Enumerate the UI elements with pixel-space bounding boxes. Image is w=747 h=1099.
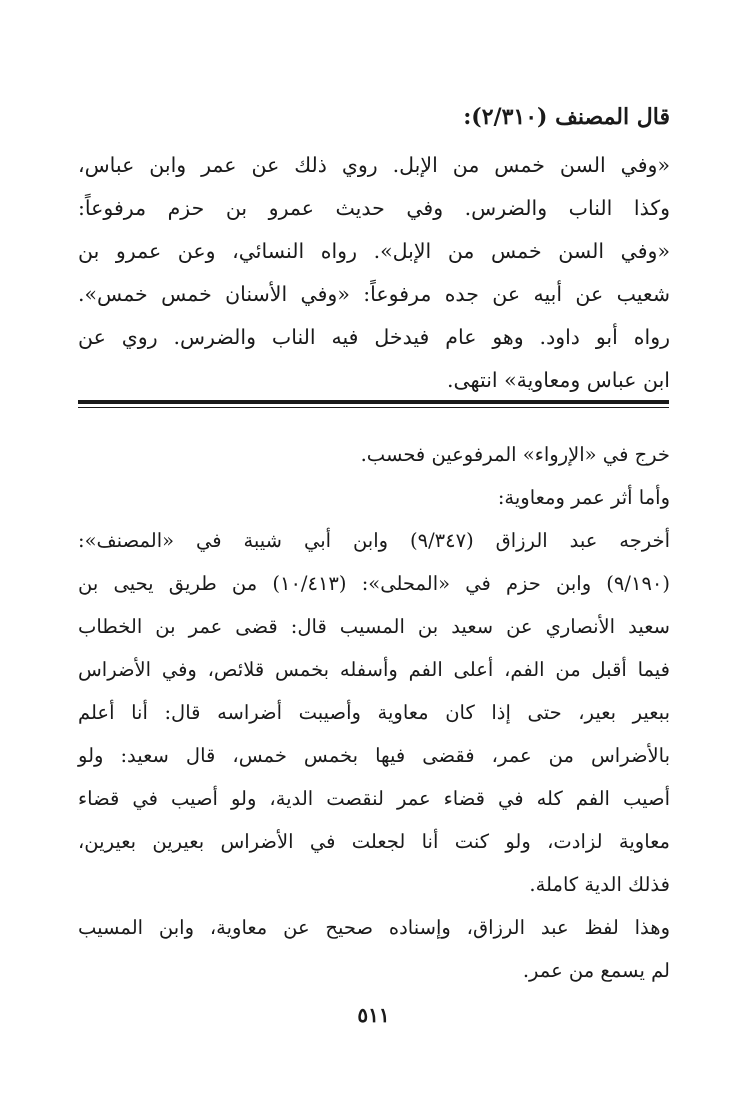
commentary-line: ببعير بعير، حتى إذا كان معاوية وأصيبت أضراسه قال: أنا أعلم (78, 701, 670, 724)
commentary-line: وأما أثر عمر ومعاوية: (497, 486, 670, 509)
quote-line: «وفي السن خمس من الإبل. روي ذلك عن عمر وابن عباس، (78, 153, 670, 177)
commentary-line: أصيب الفم كله في قضاء عمر لنقصت الدية، ولو أصيب في قضاء (78, 787, 670, 810)
commentary-line: وهذا لفظ عبد الرزاق، وإسناده صحيح عن معاوية، وابن المسيب (78, 916, 670, 939)
commentary-line: خرج في «الإرواء» المرفوعين فحسب. (360, 443, 670, 466)
commentary-line: فذلك الدية كاملة. (529, 873, 670, 896)
separator-rule-thin (78, 407, 669, 408)
separator-rule-thick (78, 400, 669, 404)
commentary-passage (78, 433, 670, 992)
quote-line: وكذا الناب والضرس. وفي حديث عمرو بن حزم مرفوعاً: (78, 196, 670, 220)
commentary-line: بالأضراس من عمر، فقضى فيها بخمس خمس، قال سعيد: ولو (78, 744, 670, 767)
page-number: ٥١١ (357, 1003, 390, 1027)
section-heading: قال المصنف (٢/٣١٠): (463, 104, 670, 130)
commentary-line: (٩/١٩٠) وابن حزم في «المحلى»: (١٠/٤١٣) من طريق يحيى بن (78, 572, 670, 595)
commentary-line: لم يسمع من عمر. (522, 959, 670, 982)
quote-line: «وفي السن خمس من الإبل». رواه النسائي، وعن عمرو بن (78, 239, 670, 263)
commentary-line: أخرجه عبد الرزاق (٩/٣٤٧) وابن أبي شيبة في «المصنف»: (78, 529, 671, 552)
quote-line: ابن عباس ومعاوية» انتهى. (446, 368, 670, 392)
commentary-line: معاوية لزادت، ولو كنت أنا لجعلت في الأضراس بعيرين بعيرين، (78, 830, 670, 853)
quote-line: رواه أبو داود. وهو عام فيدخل فيه الناب والضرس. روي عن (78, 325, 670, 349)
commentary-line: فيما أقبل من الفم، أعلى الفم وأسفله بخمس قلائص، وفي الأضراس (78, 658, 670, 681)
quote-line: شعيب عن أبيه عن جده مرفوعاً: «وفي الأسنان خمس خمس». (78, 282, 670, 306)
quoted-passage (78, 144, 670, 402)
commentary-line: سعيد الأنصاري عن سعيد بن المسيب قال: قضى عمر بن الخطاب (78, 615, 670, 638)
